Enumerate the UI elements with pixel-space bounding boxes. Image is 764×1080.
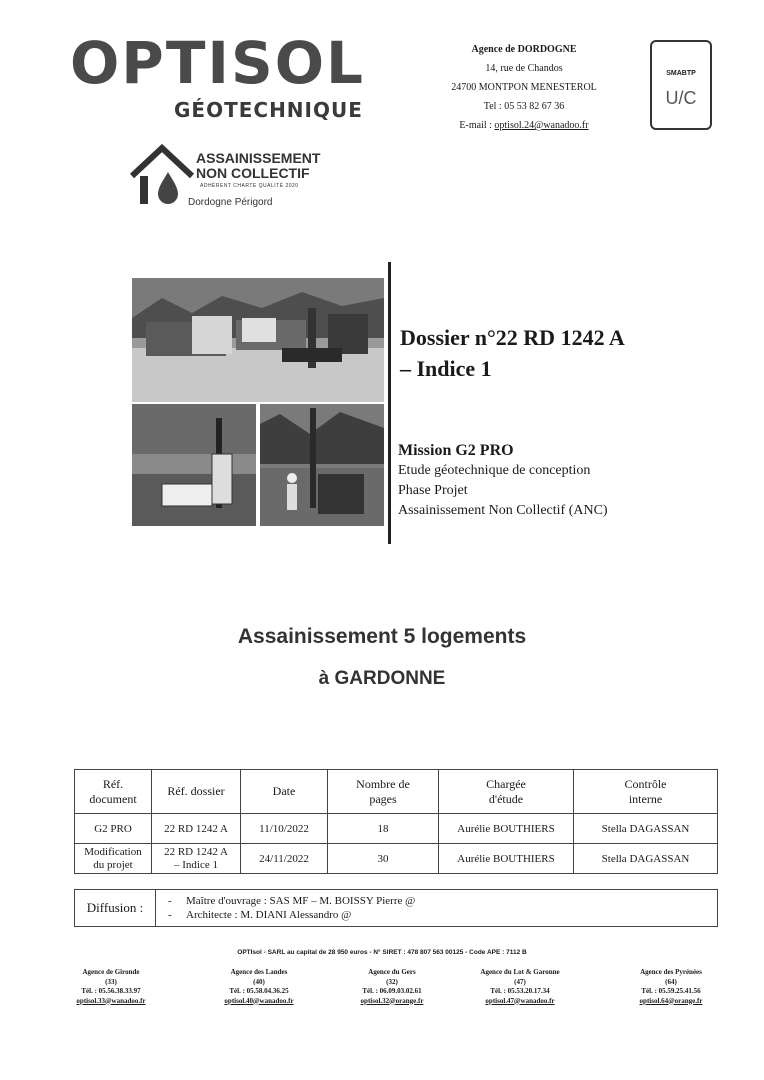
agency-footer-tel: Tél. : 05.58.04.36.25	[229, 987, 289, 995]
mission-desc1: Etude géotechnique de conception	[398, 463, 591, 478]
table-header-row	[75, 770, 718, 814]
col-pages	[328, 770, 439, 814]
company-logo-subtitle: GÉOTECHNIQUE	[174, 98, 363, 122]
dossier-number	[400, 322, 625, 384]
diffusion-item: - Maître d'ouvrage : SAS MF – M. BOISSY Pierre @	[186, 894, 716, 908]
table-cell: 18	[328, 814, 439, 844]
badge-name: SMABTP	[666, 70, 696, 77]
agency-footer-dept: (32)	[386, 977, 398, 986]
agency-email[interactable]: optisol.24@wanadoo.fr	[494, 120, 589, 131]
table-cell: 22 RD 1242 A	[152, 814, 241, 844]
agency-footer-dept: (33)	[105, 977, 117, 986]
agency-footer-email[interactable]: optisol.47@wanadoo.fr	[485, 996, 555, 1005]
agency-footer-name: Agence du Gers	[368, 968, 416, 976]
agency-address	[440, 40, 608, 135]
dossier-line2: – Indice 1	[400, 356, 492, 381]
header-label: Chargée d'étude	[486, 776, 526, 806]
vertical-divider	[388, 262, 391, 544]
document-location: à GARDONNE	[318, 668, 446, 689]
smabtp-badge	[650, 40, 712, 130]
mission-desc2: Phase Projet	[398, 483, 468, 498]
badge-mark: U/C	[665, 88, 697, 108]
diffusion-label: Diffusion :	[75, 890, 156, 927]
house-drop-icon	[128, 142, 196, 208]
footer-agency	[327, 968, 457, 1006]
anc-line2: NON COLLECTIF	[196, 165, 310, 181]
header-label: Contrôle interne	[624, 776, 667, 806]
agency-footer-dept: (40)	[253, 977, 265, 986]
col-chargee	[439, 770, 574, 814]
site-photo-workers	[260, 404, 384, 526]
col-controle	[574, 770, 718, 814]
footer-agency	[455, 968, 585, 1006]
table-cell: Stella DAGASSAN	[574, 814, 718, 844]
footer-agency	[194, 968, 324, 1006]
agency-footer-tel: Tél. : 06.09.03.02.61	[362, 987, 422, 995]
table-row	[75, 844, 718, 874]
agency-email-label: E-mail :	[459, 120, 495, 131]
table-row	[75, 814, 718, 844]
agency-email-line	[440, 116, 608, 135]
anc-line3: ADHÉRENT CHARTE QUALITÉ 2020	[200, 183, 299, 189]
agency-name: Agence de DORDOGNE	[471, 44, 577, 55]
table-cell: 24/11/2022	[241, 844, 328, 874]
agency-footer-email[interactable]: optisol.33@wanadoo.fr	[76, 996, 146, 1005]
agency-street: 14, rue de Chandos	[485, 63, 563, 74]
agency-footer-name: Agence des Pyrénées	[640, 968, 702, 976]
table-cell: 22 RD 1242 A – Indice 1	[152, 844, 241, 874]
diffusion-list	[156, 890, 718, 927]
site-photo-drill-rig	[132, 404, 256, 526]
agency-footer-dept: (64)	[665, 977, 677, 986]
diffusion-item: - Architecte : M. DIANI Alessandro @	[186, 908, 716, 922]
footer-legal: OPTIsol - SARL au capital de 28 950 euros - N° SIRET : 478 807 563 00125 - Code APE : 7112 B	[237, 949, 527, 956]
col-date	[241, 770, 328, 814]
header-label: Réf. document	[89, 776, 137, 806]
document-table	[74, 769, 718, 874]
diffusion-table	[74, 889, 718, 927]
agency-footer-email[interactable]: optisol.32@orange.fr	[360, 996, 424, 1005]
site-photo-trucks	[132, 278, 384, 402]
table-cell: Stella DAGASSAN	[574, 844, 718, 874]
col-ref-dossier	[152, 770, 241, 814]
agency-city: 24700 MONTPON MENESTEROL	[451, 82, 597, 93]
agency-footer-dept: (47)	[514, 977, 526, 986]
anc-line4: Dordogne Périgord	[188, 197, 273, 208]
dossier-line1: Dossier n°22 RD 1242 A	[400, 325, 625, 350]
table-cell: Modification du projet	[75, 844, 152, 874]
table-cell: 30	[328, 844, 439, 874]
agency-tel: Tel : 05 53 82 67 36	[483, 101, 565, 112]
agency-footer-tel: Tél. : 05.56.38.33.97	[81, 987, 141, 995]
anc-line1: ASSAINISSEMENT	[196, 150, 321, 166]
table-cell: G2 PRO	[75, 814, 152, 844]
footer-agency	[606, 968, 736, 1006]
agency-footer-email[interactable]: optisol.40@wanadoo.fr	[224, 996, 294, 1005]
agency-footer-tel: Tél. : 05.59.25.41.56	[641, 987, 701, 995]
mission-title: Mission G2 PRO	[398, 442, 514, 459]
agency-footer-name: Agence du Lot & Garonne	[480, 968, 560, 976]
agency-footer-email[interactable]: optisol.64@orange.fr	[639, 996, 703, 1005]
document-title: Assainissement 5 logements	[237, 625, 527, 648]
header-label: Nombre de pages	[356, 776, 410, 806]
footer-agency	[46, 968, 176, 1006]
col-ref-doc	[75, 770, 152, 814]
agency-footer-tel: Tél. : 05.53.20.17.34	[490, 987, 550, 995]
table-cell: 11/10/2022	[241, 814, 328, 844]
diffusion-row	[75, 890, 718, 927]
table-cell: Aurélie BOUTHIERS	[439, 814, 574, 844]
company-logo: OPTISOL	[70, 29, 365, 97]
header-label: Réf. dossier	[167, 784, 225, 798]
table-cell: Aurélie BOUTHIERS	[439, 844, 574, 874]
agency-footer-name: Agence de Gironde	[82, 968, 140, 976]
header-label: Date	[272, 784, 296, 798]
agency-footer-name: Agence des Landes	[230, 968, 288, 976]
mission-desc3: Assainissement Non Collectif (ANC)	[398, 503, 608, 518]
